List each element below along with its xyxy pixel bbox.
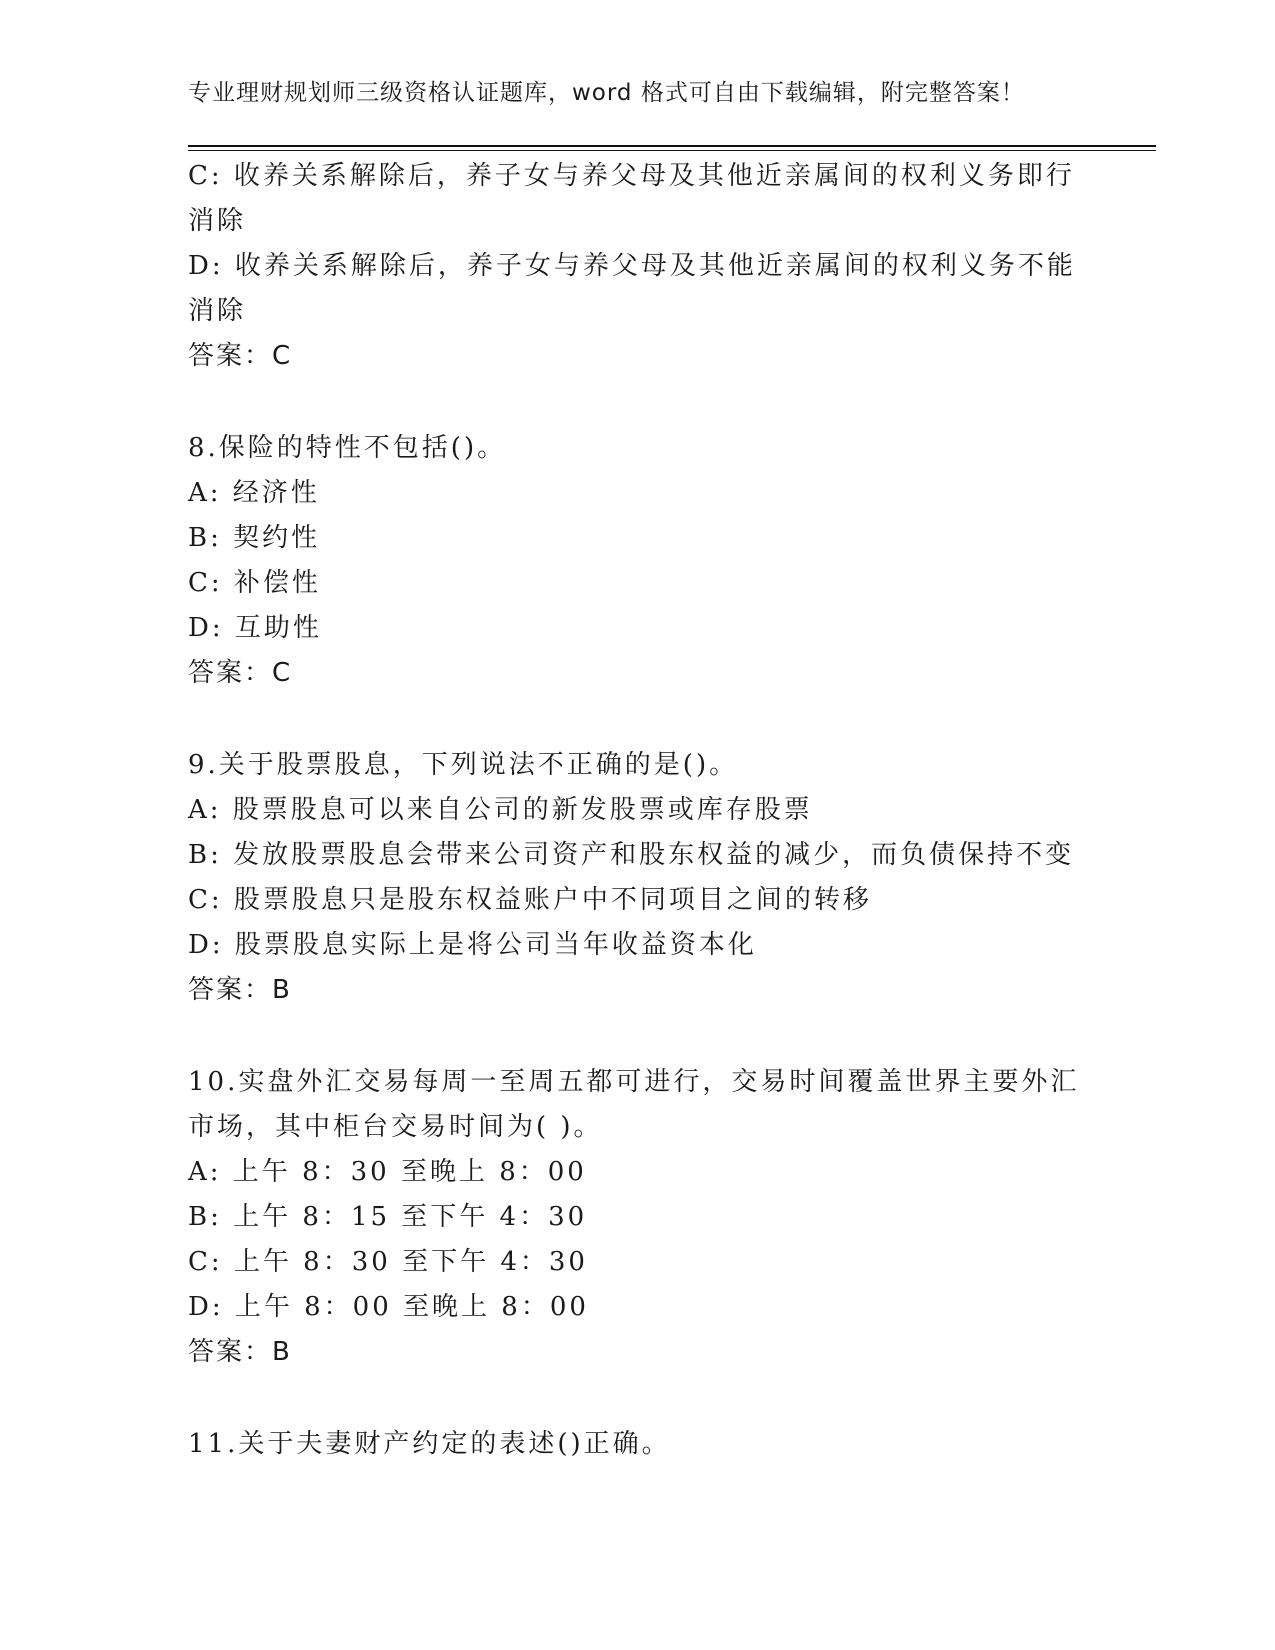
q8-option-a: A: 经济性	[188, 478, 320, 508]
q8-stem: 8.保险的特性不包括()。	[188, 433, 507, 463]
header-divider	[188, 145, 1156, 151]
q9-option-c: C: 股票股息只是股东权益账户中不同项目之间的转移	[188, 885, 872, 915]
page-header: 专业理财规划师三级资格认证题库，word 格式可自由下载编辑，附完整答案！	[188, 80, 1025, 106]
prev-answer: 答案：C	[188, 341, 293, 371]
q10-option-c: C: 上午 8：30 至下午 4：30	[188, 1247, 588, 1277]
q8-answer: 答案：C	[188, 658, 293, 688]
q10-stem-line2: 市场，其中柜台交易时间为( )。	[188, 1112, 603, 1142]
q9-option-d: D: 股票股息实际上是将公司当年收益资本化	[188, 930, 757, 960]
q10-option-b: B: 上午 8：15 至下午 4：30	[188, 1202, 588, 1232]
prev-option-d-line2: 消除	[188, 296, 247, 326]
q10-stem-line1: 10.实盘外汇交易每周一至周五都可进行，交易时间覆盖世界主要外汇	[188, 1067, 1080, 1097]
prev-option-c-line1: C: 收养关系解除后，养子女与养父母及其他近亲属间的权利义务即行	[188, 161, 1075, 191]
q9-option-a: A: 股票股息可以来自公司的新发股票或库存股票	[188, 795, 813, 825]
q8-option-c: C: 补偿性	[188, 568, 321, 598]
q9-option-b: B: 发放股票股息会带来公司资产和股东权益的减少，而负债保持不变	[188, 840, 1075, 870]
q9-stem: 9.关于股票股息，下列说法不正确的是()。	[188, 750, 739, 780]
q11-stem: 11.关于夫妻财产约定的表述()正确。	[188, 1429, 671, 1459]
prev-option-c-line2: 消除	[188, 206, 247, 236]
q8-option-b: B: 契约性	[188, 523, 321, 553]
q9-answer: 答案：B	[188, 975, 292, 1005]
q8-option-d: D: 互助性	[188, 613, 322, 643]
q10-answer: 答案：B	[188, 1337, 292, 1367]
q10-option-a: A: 上午 8：30 至晚上 8：00	[188, 1157, 587, 1187]
q10-option-d: D: 上午 8：00 至晚上 8：00	[188, 1292, 589, 1322]
prev-option-d-line1: D: 收养关系解除后，养子女与养父母及其他近亲属间的权利义务不能	[188, 251, 1076, 281]
